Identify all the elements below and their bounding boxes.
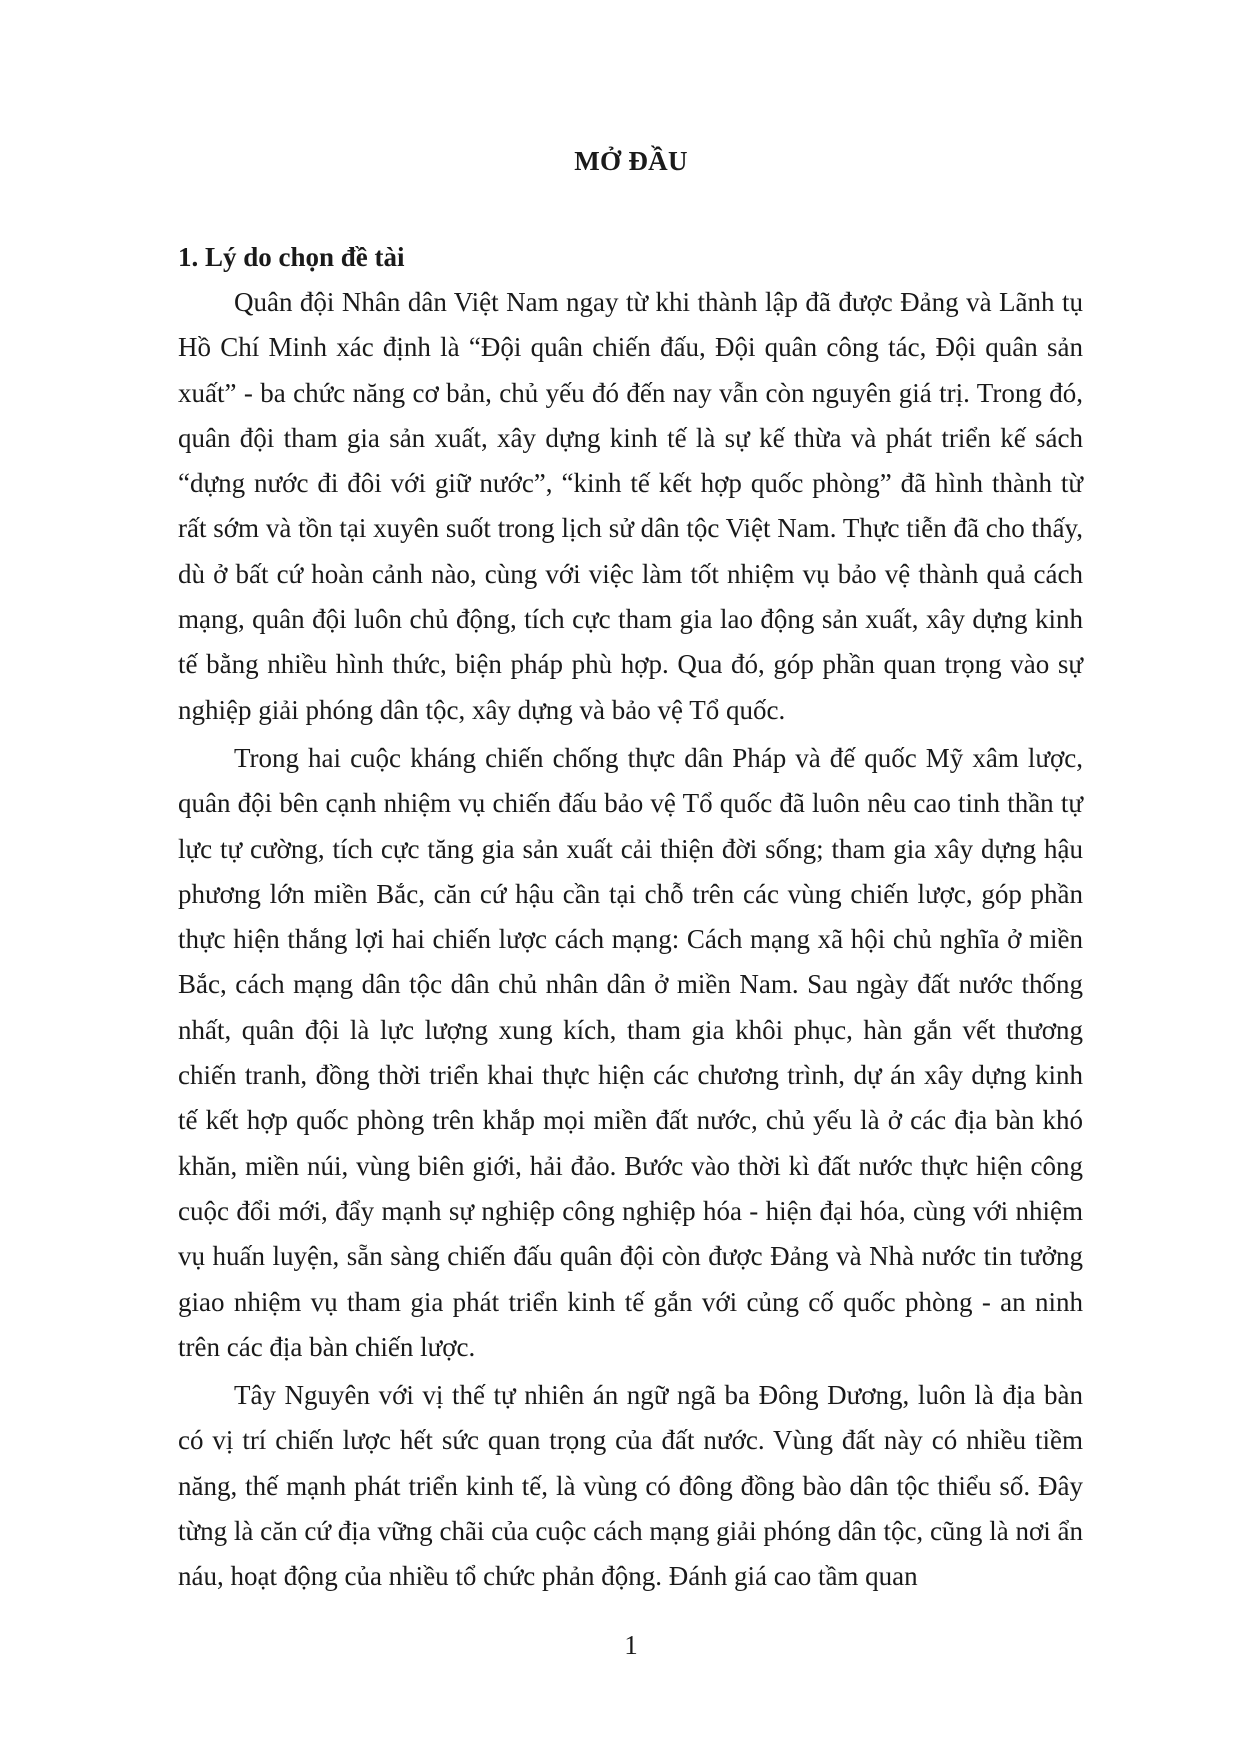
section-heading: 1. Lý do chọn đề tài <box>178 242 405 272</box>
paragraph-3: Tây Nguyên với vị thế tự nhiên án ngữ ngã ba Đông Dương, luôn là địa bàn có vị trí chiến lược hết sức quan trọng của đất nước. Vùng đất này có nhiều tiềm năng, thế mạnh phát triển kinh tế, là vùng có đông đồng bào dân tộc thiểu số. Đây từng là căn cứ địa vững chãi của cuộc cách mạng giải phóng dân tộc, cũng là nơi ẩn náu, hoạt động của nhiều tổ chức phản động. Đánh giá cao tầm quan <box>178 1380 1083 1592</box>
page-title: MỞ ĐẦU <box>574 146 688 176</box>
paragraph-2: Trong hai cuộc kháng chiến chống thực dân Pháp và đế quốc Mỹ xâm lược, quân đội bên cạnh nhiệm vụ chiến đấu bảo vệ Tổ quốc đã luôn nêu cao tinh thần tự lực tự cường, tích cực tăng gia sản xuất cải thiện đời sống; tham gia xây dựng hậu phương lớn miền Bắc, căn cứ hậu cần tại chỗ trên các vùng chiến lược, góp phần thực hiện thắng lợi hai chiến lược cách mạng: Cách mạng xã hội chủ nghĩa ở miền Bắc, cách mạng dân tộc dân chủ nhân dân ở miền Nam. Sau ngày đất nước thống nhất, quân đội là lực lượng xung kích, tham gia khôi phục, hàn gắn vết thương chiến tranh, đồng thời triển khai thực hiện các chương trình, dự án xây dựng kinh tế kết hợp quốc phòng trên khắp mọi miền đất nước, chủ yếu là ở các địa bàn khó khăn, miền núi, vùng biên giới, hải đảo. Bước vào thời kì đất nước thực hiện công cuộc đổi mới, đẩy mạnh sự nghiệp công nghiệp hóa - hiện đại hóa, cùng với nhiệm vụ huấn luyện, sẵn sàng chiến đấu quân đội còn được Đảng và Nhà nước tin tưởng giao nhiệm vụ tham gia phát triển kinh tế gắn với củng cố quốc phòng - an ninh trên các địa bàn chiến lược. <box>178 742 1083 1362</box>
document-body <box>178 235 1083 1603</box>
page-number: 1 <box>624 1630 638 1660</box>
paragraph-1: Quân đội Nhân dân Việt Nam ngay từ khi thành lập đã được Đảng và Lãnh tụ Hồ Chí Minh xác định là “Đội quân chiến đấu, Đội quân công tác, Đội quân sản xuất” - ba chức năng cơ bản, chủ yếu đó đến nay vẫn còn nguyên giá trị. Trong đó, quân đội tham gia sản xuất, xây dựng kinh tế là sự kế thừa và phát triển kế sách “dựng nước đi đôi với giữ nước”, “kinh tế kết hợp quốc phòng” đã hình thành từ rất sớm và tồn tại xuyên suốt trong lịch sử dân tộc Việt Nam. Thực tiễn đã cho thấy, dù ở bất cứ hoàn cảnh nào, cùng với việc làm tốt nhiệm vụ bảo vệ thành quả cách mạng, quân đội luôn chủ động, tích cực tham gia lao động sản xuất, xây dựng kinh tế bằng nhiều hình thức, biện pháp phù hợp. Qua đó, góp phần quan trọng vào sự nghiệp giải phóng dân tộc, xây dựng và bảo vệ Tổ quốc. <box>178 287 1083 725</box>
